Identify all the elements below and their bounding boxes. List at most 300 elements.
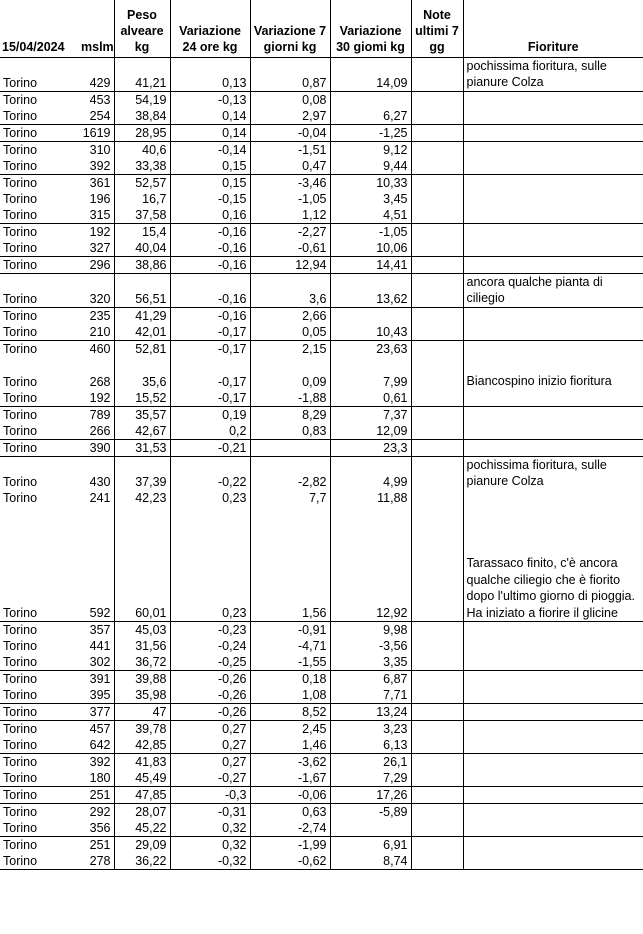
cell-mslm: 361: [79, 174, 114, 191]
cell-note: [411, 240, 463, 257]
cell-city: Torino: [3, 639, 38, 653]
cell-variazione-7gg: -1,51: [250, 141, 330, 158]
cell-city: Torino: [0, 273, 79, 307]
cell-mslm: 235: [79, 307, 114, 324]
cell-variazione-30gg: 4,99: [330, 456, 411, 490]
cell-peso-alveare: 42,23: [114, 490, 170, 506]
cell-mslm: 395: [89, 688, 111, 702]
cell-variazione-24h: -0,17: [170, 340, 250, 357]
cell-peso-alveare: 54,19: [114, 91, 170, 108]
cell-peso-alveare: 39,88: [114, 671, 170, 688]
cell-variazione-30gg: 11,88: [330, 490, 411, 506]
cell-variazione-30gg: 6,27: [330, 108, 411, 125]
table-row: [0, 423, 643, 440]
cell-variazione-30gg: -1,05: [330, 223, 411, 240]
cell-fioriture: pochissima fioritura, sulle pianure Colza: [463, 456, 643, 490]
cell-variazione-7gg: -0,62: [250, 853, 330, 870]
table-row: [0, 357, 643, 390]
cell-note: [411, 456, 463, 490]
cell-variazione-24h: 0,32: [170, 820, 250, 837]
cell-variazione-7gg: -0,91: [250, 622, 330, 639]
cell-variazione-7gg: -1,88: [250, 390, 330, 407]
table-row: [0, 158, 643, 175]
cell-peso-alveare: 36,72: [114, 654, 170, 671]
cell-mslm: 377: [79, 704, 114, 721]
table-row: [0, 439, 643, 456]
cell-fioriture: [463, 141, 643, 158]
cell-mslm: 460: [79, 340, 114, 357]
cell-peso-alveare: 60,01: [114, 506, 170, 622]
table-row: [0, 837, 643, 854]
cell-city: Torino: [0, 91, 79, 108]
cell-variazione-30gg: 3,23: [330, 721, 411, 738]
cell-fioriture: [463, 853, 643, 870]
cell-fioriture: [463, 687, 643, 704]
cell-variazione-24h: -0,23: [170, 622, 250, 639]
cell-variazione-30gg: -3,56: [330, 638, 411, 654]
cell-variazione-30gg: 9,12: [330, 141, 411, 158]
cell-variazione-24h: 0,23: [170, 506, 250, 622]
cell-mslm: 278: [79, 853, 114, 870]
table-row: [0, 721, 643, 738]
cell-variazione-24h: 0,19: [170, 406, 250, 423]
cell-peso-alveare: 52,57: [114, 174, 170, 191]
cell-note: [411, 638, 463, 654]
table-row: [0, 174, 643, 191]
cell-variazione-7gg: -3,62: [250, 754, 330, 771]
cell-city: Torino: [0, 787, 79, 804]
cell-variazione-24h: -0,22: [170, 456, 250, 490]
cell-peso-alveare: 39,78: [114, 721, 170, 738]
cell-city: Torino: [0, 754, 79, 771]
cell-peso-alveare: 38,86: [114, 256, 170, 273]
cell-peso-alveare: 42,01: [114, 324, 170, 341]
cell-mslm: 592: [89, 606, 111, 620]
cell-mslm: 1619: [79, 124, 114, 141]
cell-fioriture: [463, 654, 643, 671]
cell-fioriture: [463, 704, 643, 721]
cell-city: Torino: [3, 158, 38, 173]
cell-variazione-30gg: 9,44: [330, 158, 411, 175]
cell-fioriture: [463, 754, 643, 771]
cell-peso-alveare: 56,51: [114, 273, 170, 307]
cell-city: Torino: [0, 406, 79, 423]
cell-variazione-7gg: 7,7: [250, 490, 330, 506]
cell-variazione-7gg: -3,46: [250, 174, 330, 191]
cell-city: Torino: [0, 853, 79, 870]
cell-peso-alveare: 31,53: [114, 439, 170, 456]
cell-variazione-24h: -0,17: [170, 390, 250, 407]
cell-peso-alveare: 47: [114, 704, 170, 721]
cell-variazione-24h: 0,15: [170, 174, 250, 191]
cell-peso-alveare: 35,98: [114, 687, 170, 704]
table-row: [0, 704, 643, 721]
table-row: [0, 223, 643, 240]
cell-note: [411, 141, 463, 158]
cell-variazione-30gg: 12,92: [330, 506, 411, 622]
cell-variazione-7gg: -0,04: [250, 124, 330, 141]
table-row: [0, 622, 643, 639]
cell-note: [411, 273, 463, 307]
table-body: [0, 57, 643, 870]
cell-city: Torino: [0, 439, 79, 456]
cell-note: [411, 837, 463, 854]
cell-variazione-30gg: 12,09: [330, 423, 411, 440]
cell-variazione-30gg: 3,35: [330, 654, 411, 671]
cell-fioriture: [463, 622, 643, 639]
cell-fioriture: [463, 124, 643, 141]
cell-variazione-30gg: [330, 307, 411, 324]
cell-variazione-24h: 0,14: [170, 108, 250, 125]
cell-city: Torino: [3, 240, 38, 255]
cell-variazione-24h: -0,26: [170, 704, 250, 721]
cell-variazione-7gg: 1,12: [250, 207, 330, 224]
cell-variazione-7gg: 8,52: [250, 704, 330, 721]
table-row: [0, 307, 643, 324]
cell-variazione-24h: 0,23: [170, 490, 250, 506]
cell-city: Torino: [3, 390, 38, 405]
cell-fioriture: [463, 223, 643, 240]
cell-note: [411, 256, 463, 273]
cell-variazione-24h: -0,16: [170, 240, 250, 257]
cell-fioriture: [463, 191, 643, 207]
cell-fioriture: [463, 340, 643, 357]
cell-variazione-24h: -0,16: [170, 256, 250, 273]
cell-city: Torino: [3, 423, 38, 438]
cell-city: Torino: [0, 671, 79, 688]
cell-variazione-24h: 0,27: [170, 721, 250, 738]
table-row: [0, 240, 643, 257]
cell-city: Torino: [0, 456, 79, 490]
cell-variazione-30gg: 7,99: [330, 357, 411, 390]
cell-city: Torino: [3, 191, 38, 206]
cell-variazione-7gg: 2,45: [250, 721, 330, 738]
cell-note: [411, 754, 463, 771]
cell-variazione-24h: 0,2: [170, 423, 250, 440]
cell-note: [411, 704, 463, 721]
cell-variazione-7gg: -0,61: [250, 240, 330, 257]
cell-fioriture: [463, 804, 643, 821]
cell-city: Torino: [0, 340, 79, 357]
cell-mslm: 192: [79, 223, 114, 240]
cell-variazione-24h: -0,15: [170, 191, 250, 207]
cell-note: [411, 687, 463, 704]
header-variazione-24h: Variazione 24 ore kg: [170, 0, 250, 57]
cell-city: Torino: [0, 704, 79, 721]
cell-variazione-24h: -0,31: [170, 804, 250, 821]
cell-peso-alveare: 28,07: [114, 804, 170, 821]
cell-variazione-7gg: -2,74: [250, 820, 330, 837]
cell-note: [411, 207, 463, 224]
cell-mslm: 296: [79, 256, 114, 273]
cell-mslm: 430: [79, 456, 114, 490]
cell-mslm: 315: [89, 207, 111, 222]
cell-variazione-24h: 0,13: [170, 57, 250, 91]
header-variazione-30gg: Variazione 30 giomi kg: [330, 0, 411, 57]
cell-mslm: 441: [89, 639, 111, 653]
cell-mslm: 310: [79, 141, 114, 158]
cell-variazione-7gg: 2,97: [250, 108, 330, 125]
cell-variazione-24h: 0,15: [170, 158, 250, 175]
cell-peso-alveare: 15,4: [114, 223, 170, 240]
cell-peso-alveare: 16,7: [114, 191, 170, 207]
header-row: [0, 0, 643, 57]
cell-fioriture: ancora qualche pianta di ciliegio: [463, 273, 643, 307]
table-row: [0, 820, 643, 837]
table-row: [0, 273, 643, 307]
cell-mslm: 391: [79, 671, 114, 688]
cell-variazione-30gg: 7,37: [330, 406, 411, 423]
cell-variazione-7gg: 2,15: [250, 340, 330, 357]
cell-variazione-30gg: 9,98: [330, 622, 411, 639]
cell-variazione-30gg: 14,41: [330, 256, 411, 273]
cell-variazione-7gg: -2,27: [250, 223, 330, 240]
cell-variazione-30gg: 3,45: [330, 191, 411, 207]
cell-variazione-30gg: 6,91: [330, 837, 411, 854]
table-row: [0, 456, 643, 490]
cell-variazione-30gg: 6,87: [330, 671, 411, 688]
cell-variazione-30gg: [330, 91, 411, 108]
cell-fioriture: [463, 158, 643, 175]
cell-note: [411, 622, 463, 639]
cell-note: [411, 787, 463, 804]
cell-note: [411, 406, 463, 423]
cell-peso-alveare: 41,29: [114, 307, 170, 324]
cell-note: [411, 108, 463, 125]
cell-mslm: 302: [89, 655, 111, 669]
cell-mslm: 196: [89, 191, 111, 206]
cell-city: Torino: [0, 837, 79, 854]
cell-variazione-24h: 0,27: [170, 754, 250, 771]
cell-mslm: 429: [79, 57, 114, 91]
cell-city: Torino: [3, 738, 38, 752]
table-row: [0, 687, 643, 704]
cell-variazione-30gg: 26,1: [330, 754, 411, 771]
cell-variazione-7gg: 0,05: [250, 324, 330, 341]
cell-variazione-24h: -0,17: [170, 357, 250, 390]
cell-mslm: 327: [89, 240, 111, 255]
cell-peso-alveare: 35,57: [114, 406, 170, 423]
cell-city: Torino: [0, 124, 79, 141]
cell-peso-alveare: 40,6: [114, 141, 170, 158]
table-row: [0, 737, 643, 754]
cell-variazione-24h: -0,14: [170, 141, 250, 158]
cell-fioriture: [463, 770, 643, 787]
cell-note: [411, 307, 463, 324]
cell-variazione-24h: -0,16: [170, 223, 250, 240]
cell-mslm: 251: [79, 787, 114, 804]
cell-city: Torino: [3, 108, 38, 123]
cell-variazione-30gg: [330, 820, 411, 837]
cell-fioriture: [463, 256, 643, 273]
header-note: Note ultimi 7 gg: [411, 0, 463, 57]
cell-variazione-7gg: 8,29: [250, 406, 330, 423]
cell-fioriture: [463, 638, 643, 654]
header-fioriture: Fioriture: [463, 0, 643, 57]
cell-variazione-24h: -0,27: [170, 770, 250, 787]
cell-fioriture: [463, 423, 643, 440]
cell-peso-alveare: 45,49: [114, 770, 170, 787]
cell-variazione-7gg: -1,55: [250, 654, 330, 671]
cell-variazione-7gg: 1,46: [250, 737, 330, 754]
cell-city: Torino: [3, 606, 38, 620]
cell-city: Torino: [0, 804, 79, 821]
table-row: [0, 638, 643, 654]
cell-note: [411, 124, 463, 141]
cell-city: Torino: [3, 771, 38, 785]
cell-variazione-7gg: 0,47: [250, 158, 330, 175]
cell-peso-alveare: 41,83: [114, 754, 170, 771]
cell-variazione-7gg: -4,71: [250, 638, 330, 654]
cell-variazione-7gg: 1,56: [250, 506, 330, 622]
cell-variazione-30gg: 13,62: [330, 273, 411, 307]
cell-mslm: 392: [89, 158, 111, 173]
header-peso-alveare: Peso alveare kg: [114, 0, 170, 57]
cell-variazione-24h: -0,16: [170, 307, 250, 324]
cell-mslm: 210: [89, 324, 111, 339]
cell-variazione-30gg: 23,3: [330, 439, 411, 456]
cell-mslm: 357: [79, 622, 114, 639]
table-row: [0, 804, 643, 821]
header-mslm: mslm: [79, 0, 114, 57]
cell-city: Torino: [3, 374, 38, 389]
cell-mslm: 356: [89, 821, 111, 835]
cell-variazione-24h: -0,25: [170, 654, 250, 671]
cell-mslm: 642: [89, 738, 111, 752]
cell-note: [411, 324, 463, 341]
cell-mslm: 320: [79, 273, 114, 307]
cell-variazione-24h: 0,16: [170, 207, 250, 224]
cell-mslm: 192: [89, 390, 111, 405]
cell-variazione-30gg: 4,51: [330, 207, 411, 224]
table-row: [0, 671, 643, 688]
cell-peso-alveare: 37,39: [114, 456, 170, 490]
cell-variazione-24h: -0,26: [170, 671, 250, 688]
cell-peso-alveare: 36,22: [114, 853, 170, 870]
cell-variazione-30gg: 17,26: [330, 787, 411, 804]
cell-variazione-24h: -0,32: [170, 853, 250, 870]
cell-fioriture: [463, 490, 643, 506]
cell-fioriture: [463, 207, 643, 224]
cell-note: [411, 671, 463, 688]
cell-variazione-7gg: 2,66: [250, 307, 330, 324]
cell-variazione-30gg: 8,74: [330, 853, 411, 870]
cell-fioriture: [463, 174, 643, 191]
cell-variazione-7gg: -2,82: [250, 456, 330, 490]
cell-note: [411, 439, 463, 456]
cell-variazione-24h: -0,17: [170, 324, 250, 341]
table-row: [0, 57, 643, 91]
cell-mslm: 390: [79, 439, 114, 456]
cell-variazione-24h: 0,27: [170, 737, 250, 754]
cell-variazione-30gg: 0,61: [330, 390, 411, 407]
cell-mslm: 268: [89, 374, 111, 389]
cell-fioriture: [463, 390, 643, 407]
cell-city: Torino: [3, 688, 38, 702]
cell-fioriture: [463, 439, 643, 456]
cell-fioriture: [463, 787, 643, 804]
cell-variazione-7gg: -0,06: [250, 787, 330, 804]
cell-peso-alveare: 31,56: [114, 638, 170, 654]
cell-mslm: 251: [79, 837, 114, 854]
table-row: [0, 124, 643, 141]
cell-variazione-30gg: -5,89: [330, 804, 411, 821]
cell-fioriture: Tarassaco finito, c'è ancora qualche ciliegio che è fiorito dopo l'ultimo giorno di pioggia. Ha iniziato a fiorire il glicine: [463, 506, 643, 622]
table-row: [0, 340, 643, 357]
table-row: [0, 108, 643, 125]
cell-mslm: 254: [89, 108, 111, 123]
cell-city: Torino: [0, 622, 79, 639]
cell-mslm: 457: [79, 721, 114, 738]
cell-variazione-30gg: 10,33: [330, 174, 411, 191]
cell-variazione-30gg: 14,09: [330, 57, 411, 91]
cell-note: [411, 853, 463, 870]
cell-variazione-24h: -0,26: [170, 687, 250, 704]
cell-city: Torino: [3, 324, 38, 339]
cell-variazione-24h: -0,24: [170, 638, 250, 654]
table-row: [0, 91, 643, 108]
cell-peso-alveare: 52,81: [114, 340, 170, 357]
table-row: [0, 207, 643, 224]
cell-variazione-7gg: 0,63: [250, 804, 330, 821]
cell-peso-alveare: 35,6: [114, 357, 170, 390]
cell-variazione-24h: -0,13: [170, 91, 250, 108]
cell-peso-alveare: 45,22: [114, 820, 170, 837]
cell-note: [411, 820, 463, 837]
table-row: [0, 853, 643, 870]
cell-variazione-7gg: 0,08: [250, 91, 330, 108]
cell-note: [411, 506, 463, 622]
cell-fioriture: [463, 820, 643, 837]
cell-variazione-24h: -0,21: [170, 439, 250, 456]
table-row: [0, 490, 643, 506]
cell-city: Torino: [3, 490, 38, 505]
cell-city: Torino: [0, 256, 79, 273]
cell-note: [411, 174, 463, 191]
table-row: [0, 191, 643, 207]
cell-variazione-30gg: 10,06: [330, 240, 411, 257]
cell-note: [411, 57, 463, 91]
cell-fioriture: [463, 406, 643, 423]
cell-note: [411, 390, 463, 407]
cell-peso-alveare: 28,95: [114, 124, 170, 141]
cell-note: [411, 770, 463, 787]
table-row: [0, 754, 643, 771]
table-row: [0, 406, 643, 423]
cell-city: Torino: [0, 721, 79, 738]
cell-peso-alveare: 37,58: [114, 207, 170, 224]
cell-city: Torino: [0, 174, 79, 191]
cell-note: [411, 721, 463, 738]
cell-city: Torino: [3, 207, 38, 222]
cell-mslm: 266: [89, 423, 111, 438]
header-date: 15/04/2024: [0, 0, 79, 57]
cell-variazione-7gg: [250, 439, 330, 456]
cell-note: [411, 804, 463, 821]
table-row: [0, 506, 643, 622]
cell-variazione-7gg: 0,87: [250, 57, 330, 91]
cell-note: [411, 191, 463, 207]
cell-fioriture: Biancospino inizio fioritura: [463, 357, 643, 390]
cell-peso-alveare: 41,21: [114, 57, 170, 91]
cell-note: [411, 357, 463, 390]
cell-variazione-30gg: 7,71: [330, 687, 411, 704]
cell-mslm: 292: [79, 804, 114, 821]
cell-fioriture: [463, 307, 643, 324]
cell-variazione-24h: -0,3: [170, 787, 250, 804]
cell-fioriture: [463, 108, 643, 125]
cell-note: [411, 490, 463, 506]
